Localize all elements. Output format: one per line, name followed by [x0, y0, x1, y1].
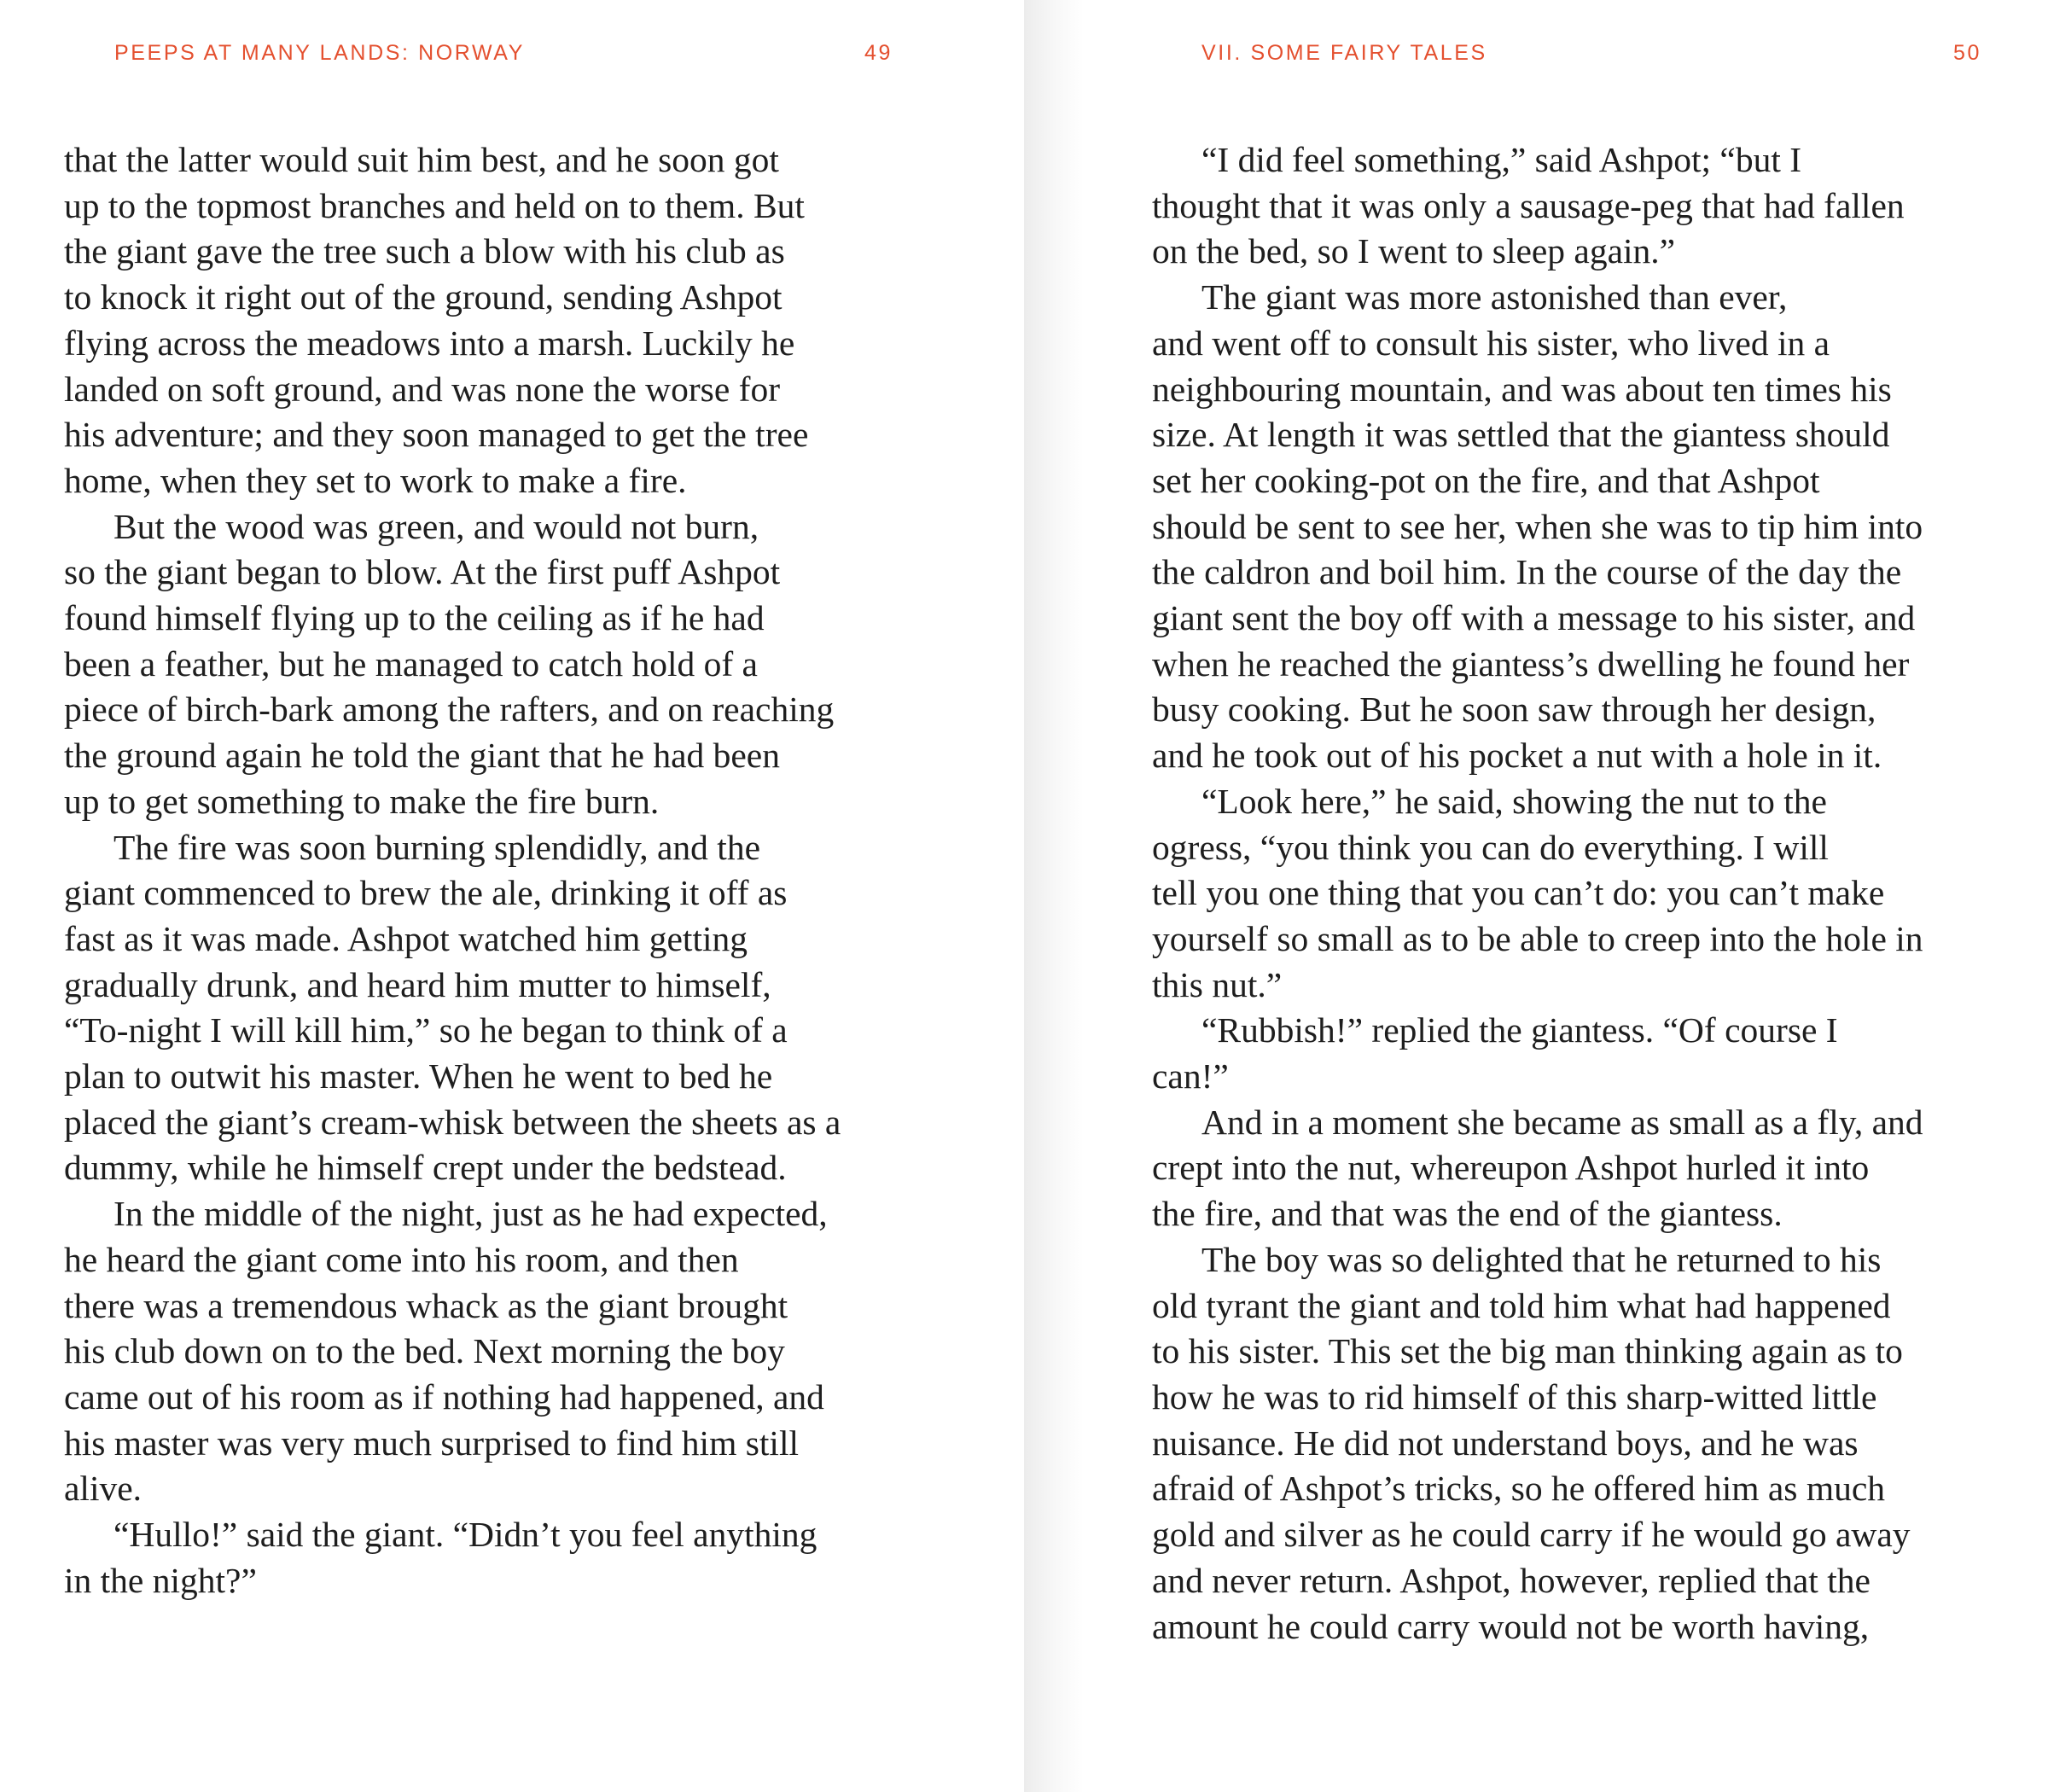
- text-line: he heard the giant come into his room, and then: [64, 1239, 739, 1279]
- text-line: giant commenced to brew the ale, drinking it off as: [64, 873, 788, 913]
- text-line: up to get something to make the fire burn.: [64, 781, 660, 821]
- text-line: found himself flying up to the ceiling as if he had: [64, 598, 765, 638]
- text-line: that the latter would suit him best, and he soon got: [64, 140, 779, 179]
- text-line: size. At length it was settled that the giantess should: [1152, 415, 1890, 455]
- text-line: But the wood was green, and would not burn,: [113, 506, 759, 546]
- text-line: in the night?”: [64, 1560, 257, 1600]
- text-line: there was a tremendous whack as the giant brought: [64, 1285, 788, 1325]
- text-line: and never return. Ashpot, however, replied that the: [1152, 1560, 1871, 1600]
- text-line: his master was very much surprised to find him still: [64, 1423, 800, 1463]
- text-line: The boy was so delighted that he returned to his: [1201, 1239, 1882, 1279]
- text-line: piece of birch-bark among the rafters, and on reaching: [64, 689, 835, 730]
- text-line: the caldron and boil him. In the course of the day the: [1152, 552, 1902, 592]
- text-line: crept into the nut, whereupon Ashpot hurled it into: [1152, 1148, 1870, 1188]
- text-line: dummy, while he himself crept under the bedstead.: [64, 1148, 787, 1188]
- text-line: landed on soft ground, and was none the worse for: [64, 369, 781, 409]
- text-line: thought that it was only a sausage-peg that had fallen: [1152, 185, 1905, 225]
- text-line: The fire was soon burning splendidly, and the: [113, 827, 760, 867]
- text-line: set her cooking-pot on the fire, and that Ashpot: [1152, 460, 1820, 500]
- text-line: “Look here,” he said, showing the nut to the: [1201, 781, 1827, 821]
- text-line: the fire, and that was the end of the giantess.: [1152, 1194, 1783, 1234]
- text-line: busy cooking. But he soon saw through her design,: [1152, 689, 1876, 730]
- text-line: can!”: [1152, 1056, 1229, 1097]
- text-line: “I did feel something,” said Ashpot; “but I: [1201, 140, 1802, 179]
- text-line: flying across the meadows into a marsh. Luckily he: [64, 323, 795, 363]
- running-title: VII. SOME FAIRY TALES: [1201, 41, 1487, 65]
- text-line: giant sent the boy off with a message to his sister, and: [1152, 598, 1916, 638]
- text-line: tell you one thing that you can’t do: you can’t make: [1152, 873, 1885, 913]
- text-line: The giant was more astonished than ever,: [1201, 277, 1788, 317]
- text-line: his adventure; and they soon managed to get the tree: [64, 415, 809, 455]
- text-line: gradually drunk, and heard him mutter to himself,: [64, 964, 771, 1004]
- text-line: fast as it was made. Ashpot watched him getting: [64, 918, 748, 958]
- text-line: to knock it right out of the ground, sending Ashpot: [64, 277, 783, 317]
- text-line: old tyrant the giant and told him what had happened: [1152, 1285, 1891, 1325]
- text-line: when he reached the giantess’s dwelling he found her: [1152, 643, 1910, 684]
- right-page: [1024, 0, 2048, 1792]
- text-line: the giant gave the tree such a blow with his club as: [64, 231, 785, 271]
- text-line: nuisance. He did not understand boys, and he was: [1152, 1423, 1859, 1463]
- text-line: “Rubbish!” replied the giantess. “Of course I: [1201, 1010, 1838, 1050]
- text-line: plan to outwit his master. When he went to bed he: [64, 1056, 773, 1097]
- text-line: “To-night I will kill him,” so he began to think of a: [64, 1010, 788, 1050]
- text-line: on the bed, so I went to sleep again.”: [1152, 231, 1676, 271]
- text-line: “Hullo!” said the giant. “Didn’t you feel anything: [113, 1515, 817, 1555]
- text-line: so the giant began to blow. At the first puff Ashpot: [64, 552, 781, 592]
- text-line: to his sister. This set the big man thinking again as to: [1152, 1331, 1903, 1371]
- text-line: alive.: [64, 1469, 143, 1509]
- text-line: yourself so small as to be able to creep into the hole in: [1152, 918, 1923, 958]
- text-line: amount he could carry would not be worth having,: [1152, 1606, 1870, 1646]
- running-title: PEEPS AT MANY LANDS: NORWAY: [114, 41, 525, 65]
- text-line: afraid of Ashpot’s tricks, so he offered him as much: [1152, 1469, 1886, 1509]
- text-line: came out of his room as if nothing had happened, and: [64, 1376, 824, 1417]
- text-line: neighbouring mountain, and was about ten times his: [1152, 369, 1892, 409]
- text-line: home, when they set to work to make a fire.: [64, 460, 687, 500]
- text-line: his club down on to the bed. Next morning the boy: [64, 1331, 785, 1371]
- text-line: placed the giant’s cream-whisk between the sheets as a: [64, 1102, 841, 1142]
- text-line: been a feather, but he managed to catch hold of a: [64, 643, 758, 684]
- text-line: and went off to consult his sister, who lived in a: [1152, 323, 1830, 363]
- text-line: should be sent to see her, when she was to tip him into: [1152, 506, 1923, 546]
- text-line: this nut.”: [1152, 964, 1283, 1004]
- text-line: gold and silver as he could carry if he would go away: [1152, 1515, 1911, 1555]
- text-line: and he took out of his pocket a nut with a hole in it.: [1152, 736, 1882, 776]
- body-text: [1152, 137, 2005, 1649]
- text-line: the ground again he told the giant that he had been: [64, 736, 780, 776]
- page-number: 50: [1953, 41, 1982, 65]
- text-line: up to the topmost branches and held on to them. But: [64, 185, 805, 225]
- page-number: 49: [864, 41, 893, 65]
- text-line: how he was to rid himself of this sharp-witted little: [1152, 1376, 1877, 1417]
- text-line: In the middle of the night, just as he had expected,: [113, 1194, 828, 1234]
- text-line: ogress, “you think you can do everything. I will: [1152, 827, 1829, 867]
- text-line: And in a moment she became as small as a fly, and: [1201, 1102, 1923, 1142]
- body-text: [64, 137, 917, 1604]
